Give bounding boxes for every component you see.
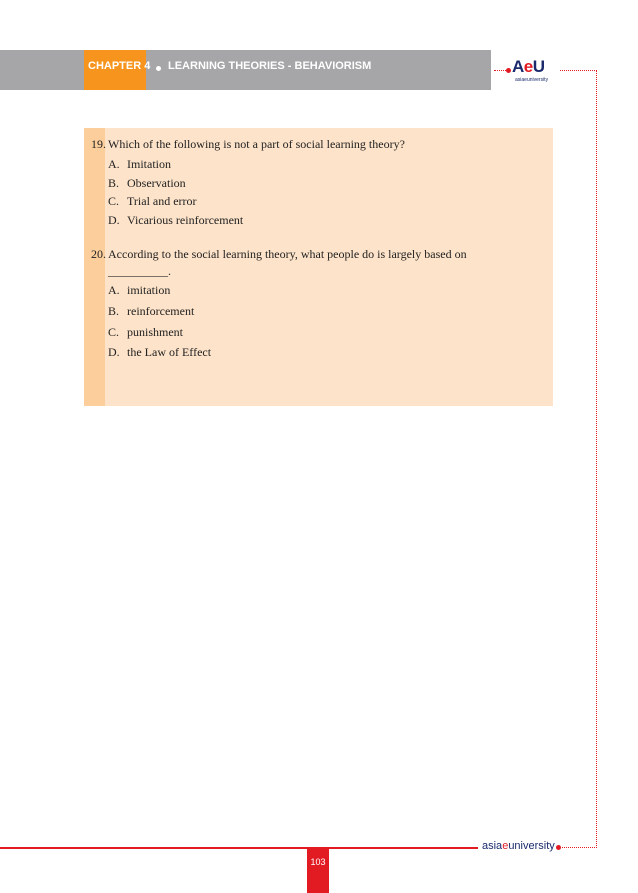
option-text: reinforcement — [127, 304, 195, 318]
option-letter: A. — [108, 283, 120, 297]
footer-brand: asiaeuniversity — [482, 840, 555, 852]
chapter-label: CHAPTER 4 — [88, 60, 151, 72]
option-letter: B. — [108, 304, 120, 318]
option-text: Trial and error — [127, 194, 197, 208]
question-text: According to the social learning theory, what people do is largely based on — [108, 247, 467, 261]
option-text: Observation — [127, 176, 186, 190]
page-number-tab — [307, 848, 329, 893]
option-text: Vicarious reinforcement — [127, 213, 244, 227]
red-dot-icon — [556, 845, 561, 850]
option-text: punishment — [127, 325, 183, 339]
option-letter: C. — [108, 194, 120, 208]
option-text: the Law of Effect — [127, 345, 212, 359]
answer-blank: __________. — [108, 264, 171, 278]
logo-subtext: asiaeuniversity — [515, 77, 549, 83]
option-letter: D. — [108, 213, 120, 227]
aeu-logo: AeU asiaeuniversity — [512, 57, 549, 83]
footer-rule — [0, 847, 478, 849]
red-dot-icon — [506, 68, 511, 73]
dotted-margin-rule — [596, 70, 597, 848]
bullet-dot-icon — [156, 66, 161, 71]
question-number: 20. — [91, 247, 106, 261]
dotted-rule — [562, 847, 597, 848]
question-number: 19. — [91, 137, 106, 151]
option-letter: D. — [108, 345, 120, 359]
question-text: Which of the following is not a part of social learning theory? — [108, 137, 405, 151]
page-number: 103 — [310, 857, 326, 867]
quiz-panel-strip — [84, 128, 105, 406]
option-letter: A. — [108, 157, 120, 171]
dotted-rule — [494, 70, 506, 71]
option-text: Imitation — [127, 157, 171, 171]
chapter-title: LEARNING THEORIES - BEHAVIORISM — [168, 60, 372, 72]
dotted-rule — [560, 70, 597, 71]
option-letter: B. — [108, 176, 120, 190]
option-letter: C. — [108, 325, 120, 339]
option-text: imitation — [127, 283, 171, 297]
